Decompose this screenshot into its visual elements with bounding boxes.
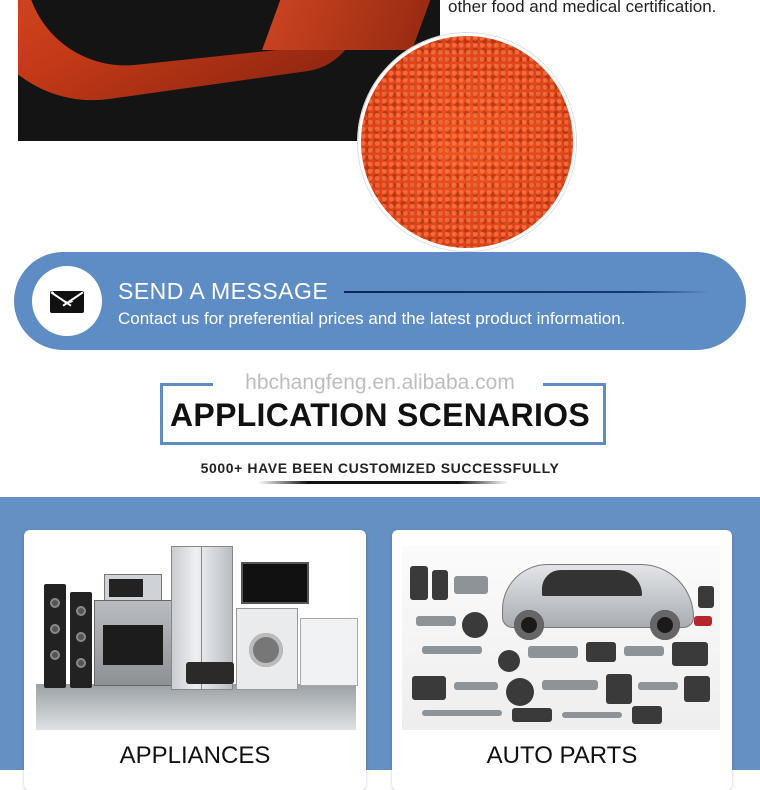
store-watermark: hbchangfeng.en.alibaba.com (245, 371, 515, 394)
scenario-label: AUTO PARTS (486, 742, 638, 769)
appliances-image (36, 544, 356, 730)
scenario-card-appliances[interactable] (24, 530, 366, 790)
scenario-card-auto-parts[interactable] (392, 530, 732, 790)
silicone-block-shape (262, 0, 434, 50)
scenario-label: APPLIANCES (119, 742, 271, 769)
send-message-banner[interactable] (14, 252, 746, 350)
envelope-icon (50, 291, 84, 313)
send-message-subtitle: Contact us for preferential prices and the latest product information. (118, 309, 626, 328)
certification-text: other food and medical certification. (448, 0, 717, 16)
send-message-title[interactable]: SEND A MESSAGE (118, 278, 329, 304)
section-tagline: 5000+ HAVE BEEN CUSTOMIZED SUCCESSFULLY (200, 460, 560, 476)
auto-parts-image (402, 546, 720, 730)
tagline-underline (258, 481, 508, 484)
section-title: APPLICATION SCENARIOS (170, 397, 590, 433)
title-underline (344, 291, 709, 293)
foam-texture-swatch (358, 33, 576, 251)
message-icon-circle[interactable] (32, 266, 102, 336)
